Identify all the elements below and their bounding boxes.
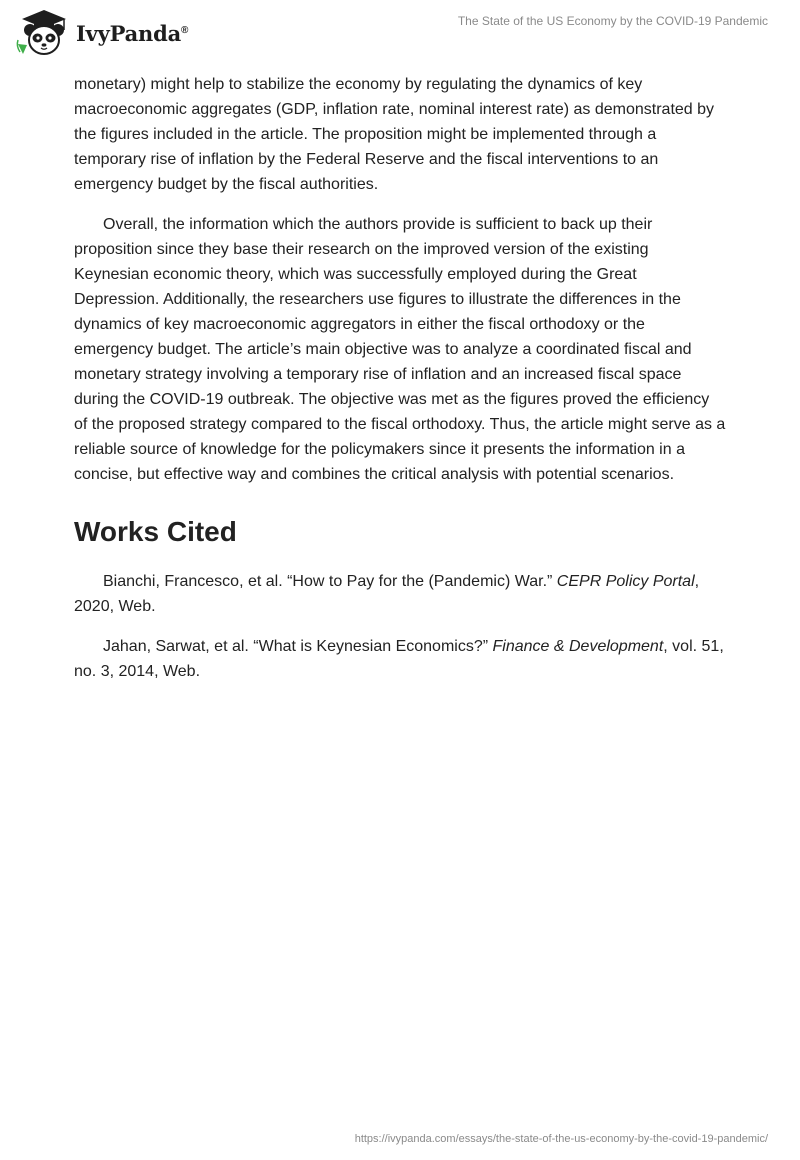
source-url[interactable]: https://ivypanda.com/essays/the-state-of-the-us-economy-by-the-covid-19-pandemic/ (354, 1133, 768, 1145)
citation-entry: Jahan, Sarwat, et al. “What is Keynesian Economics?” Finance & Development, vol. 51, no. 3, 2014, Web. (74, 638, 724, 680)
body-paragraph-1: monetary) might help to stabilize the economy by regulating the dynamics of key macroeconomic aggregates (GDP, inflation rate, nominal interest rate) as demonstrated by the figures included in the article. The proposition might be implemented through a temporary rise of inflation by the Federal Reserve and the fiscal interventions to an emergency budget by the fiscal authorities. (74, 76, 715, 193)
logo-text: IvyPanda® (76, 20, 189, 46)
panda-mascot-icon (14, 8, 74, 58)
works-cited-heading: Works Cited (74, 516, 237, 547)
citation-entry: Bianchi, Francesco, et al. “How to Pay for the (Pandemic) War.” CEPR Policy Portal, 2020, Web. (74, 573, 700, 615)
body-paragraph-2: Overall, the information which the authors provide is sufficient to back up their proposition since they base their research on the improved version of the existing Keynesian economic theory, which was successfully employed during the Great Depression. Additionally, the researchers use figures to illustrate the differences in the dynamics of key macroeconomic aggregators in either the fiscal orthodoxy or the emergency budget. The article’s main objective was to analyze a coordinated fiscal and monetary strategy involving a temporary rise of inflation and an increased fiscal space during the COVID-19 outbreak. The objective was met as the figures proved the efficiency of the proposed strategy compared to the fiscal orthodoxy. Thus, the article might serve as a reliable source of knowledge for the policymakers since it presents the information in a concise, but effective way and combines the critical analysis with potential scenarios. (74, 216, 726, 483)
page-header (0, 0, 800, 64)
essay-content (74, 72, 726, 699)
document-title: The State of the US Economy by the COVID-19 Pandemic (457, 14, 768, 28)
ivypanda-logo[interactable] (14, 8, 188, 58)
